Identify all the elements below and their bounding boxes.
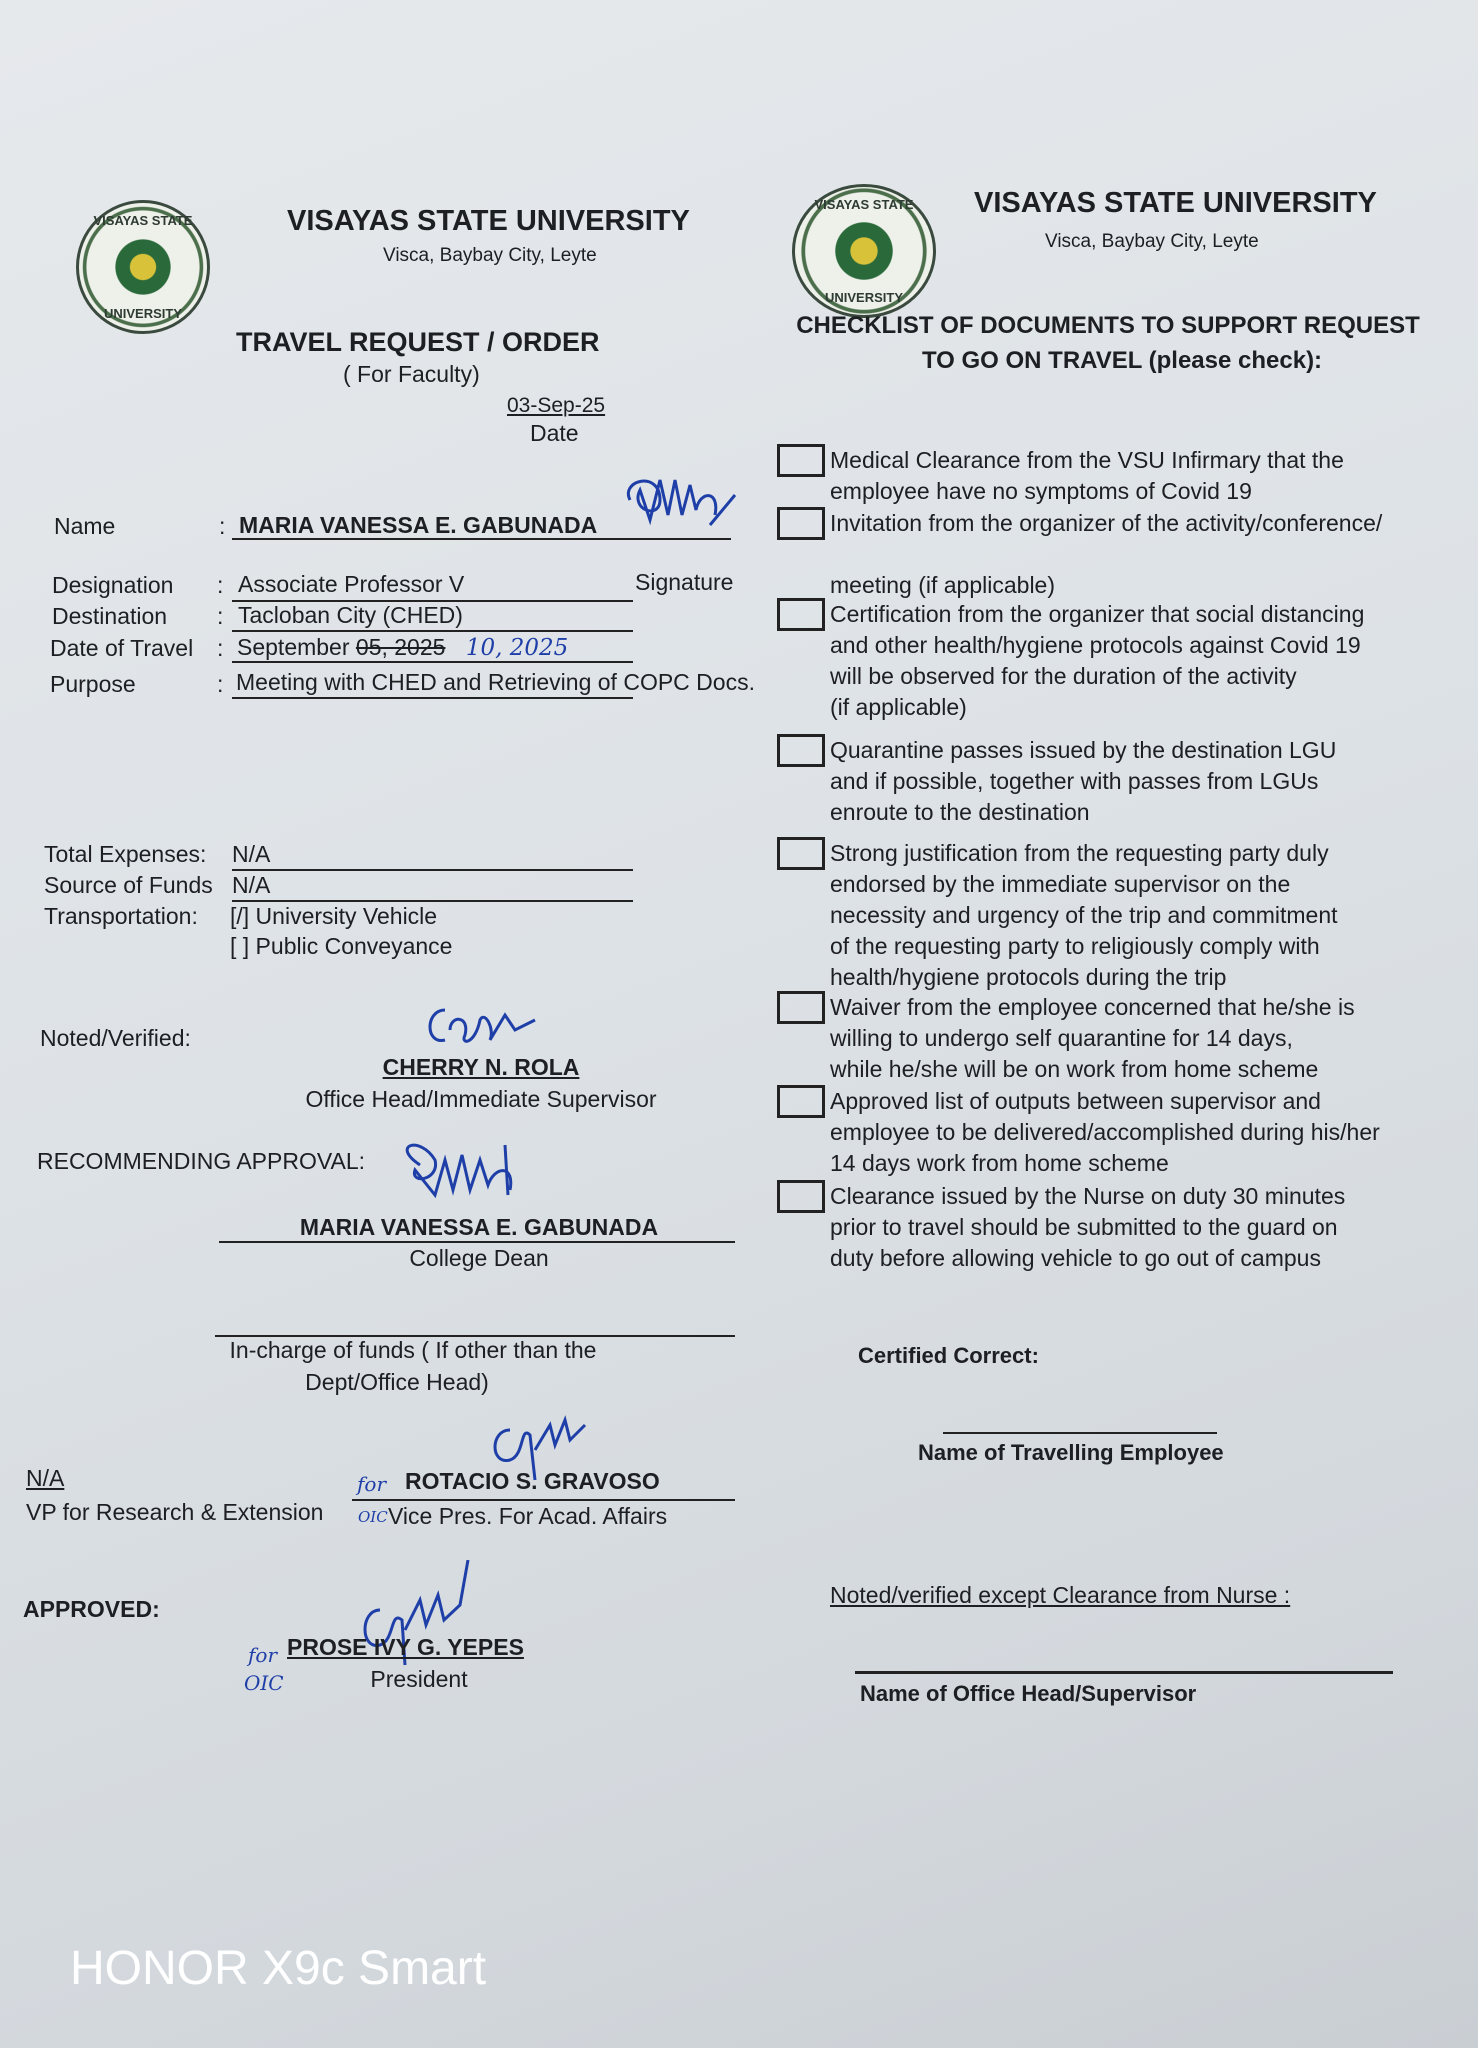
nurse-label: Noted/verified except Clearance from Nurse : xyxy=(830,1582,1291,1608)
checklist-item-text: of the requesting party to religiously comply with xyxy=(830,933,1320,959)
funds-label: Source of Funds xyxy=(44,872,213,898)
checklist-item-text: Medical Clearance from the VSU Infirmary that the xyxy=(830,447,1344,473)
checklist-checkbox[interactable] xyxy=(777,598,825,631)
checklist-item-text: while he/she will be on work from home scheme xyxy=(830,1056,1319,1082)
president-name: PROSE IVY G. YEPES xyxy=(287,1634,524,1660)
destination-value[interactable]: Tacloban City (CHED) xyxy=(238,602,463,628)
destination-label: Destination xyxy=(52,603,168,629)
form-title: TRAVEL REQUEST / ORDER xyxy=(236,327,600,357)
funds-value[interactable]: N/A xyxy=(232,872,271,898)
checklist-item-text: and other health/hygiene protocols against Covid 19 xyxy=(830,632,1361,658)
camera-watermark: HONOR X9c Smart xyxy=(70,1942,487,1995)
recommending-label: RECOMMENDING APPROVAL: xyxy=(37,1148,366,1174)
checklist-item-text: will be observed for the duration of the activity xyxy=(830,663,1297,689)
dean-title: College Dean xyxy=(409,1245,549,1271)
checklist-checkbox[interactable] xyxy=(777,444,825,477)
checklist-item-text: Waiver from the employee concerned that he/she is xyxy=(830,994,1355,1020)
vp-research-title: VP for Research & Extension xyxy=(26,1499,324,1525)
university-address: Visca, Baybay City, Leyte xyxy=(383,245,597,266)
colon: : xyxy=(217,572,224,598)
university-name: VISAYAS STATE UNIVERSITY xyxy=(287,205,690,237)
checklist-item-text: endorsed by the immediate supervisor on the xyxy=(830,871,1291,897)
handwritten-date: 10, 2025 xyxy=(465,635,569,661)
university-address-right: Visca, Baybay City, Leyte xyxy=(1045,231,1259,252)
checklist-item-text: prior to travel should be submitted to the guard on xyxy=(830,1214,1338,1240)
checklist-item-text: and if possible, together with passes from LGUs xyxy=(830,768,1319,794)
purpose-underline xyxy=(232,697,633,699)
vpaa-oic: OIC xyxy=(358,1508,388,1526)
checklist-item-text: Quarantine passes issued by the destination LGU xyxy=(830,737,1337,763)
supervisor-signature-line xyxy=(855,1671,1393,1674)
date-of-travel-label: Date of Travel xyxy=(50,635,194,661)
transport-university-vehicle[interactable]: [/] University Vehicle xyxy=(230,903,438,929)
checklist-item-text: willing to undergo self quarantine for 14 days, xyxy=(830,1025,1293,1051)
checklist-checkbox[interactable] xyxy=(777,991,825,1024)
purpose-label: Purpose xyxy=(50,671,136,697)
noted-label: Noted/Verified: xyxy=(40,1025,191,1051)
funds-underline xyxy=(232,900,633,902)
checklist-item-text: Clearance issued by the Nurse on duty 30 minutes xyxy=(830,1183,1346,1209)
designation-label: Designation xyxy=(52,572,174,598)
checklist-item-text: duty before allowing vehicle to go out of campus xyxy=(830,1245,1321,1271)
transport-label: Transportation: xyxy=(44,903,198,929)
vpaa-underline xyxy=(352,1499,735,1501)
checklist-checkbox[interactable] xyxy=(777,734,825,767)
vpaa-title: Vice Pres. For Acad. Affairs xyxy=(388,1503,668,1529)
checklist-checkbox[interactable] xyxy=(777,837,825,870)
vp-research-value: N/A xyxy=(26,1465,65,1491)
dean-underline xyxy=(219,1241,735,1243)
supervisor-label: Name of Office Head/Supervisor xyxy=(860,1681,1197,1706)
expenses-label: Total Expenses: xyxy=(44,841,207,867)
supervisor-signature xyxy=(420,1000,540,1050)
checklist-item-text: Invitation from the organizer of the activity/conference/ xyxy=(830,510,1383,536)
signature-label: Signature xyxy=(635,569,734,595)
name-value[interactable]: MARIA VANESSA E. GABUNADA xyxy=(239,512,598,538)
approved-label: APPROVED: xyxy=(23,1596,160,1622)
date-of-travel-value[interactable] xyxy=(237,636,568,660)
date-underline xyxy=(232,661,633,663)
checklist-item-text: employee to be delivered/accomplished during his/her xyxy=(830,1119,1380,1145)
checklist-item-text: Approved list of outputs between supervisor and xyxy=(830,1088,1321,1114)
funds-incharge-label-2: Dept/Office Head) xyxy=(305,1369,489,1395)
checklist-item-text: Strong justification from the requesting party duly xyxy=(830,840,1329,866)
name-label: Name xyxy=(54,513,116,539)
date-value: 03-Sep-25 xyxy=(507,394,606,417)
date-label: Date xyxy=(530,420,579,446)
dean-name: MARIA VANESSA E. GABUNADA xyxy=(299,1214,659,1240)
checklist-item-text: meeting (if applicable) xyxy=(830,572,1056,598)
checklist-heading-2: TO GO ON TRAVEL (please check): xyxy=(921,347,1323,374)
date-month: September xyxy=(237,634,350,660)
certified-label: Certified Correct: xyxy=(858,1343,1039,1368)
president-for: for xyxy=(248,1643,278,1667)
expenses-underline xyxy=(232,869,633,871)
employee-signature-line xyxy=(943,1432,1217,1434)
checklist-checkbox[interactable] xyxy=(777,1085,825,1118)
destination-underline xyxy=(232,630,633,632)
vpaa-for: for xyxy=(357,1472,387,1496)
vpaa-name: ROTACIO S. GRAVOSO xyxy=(405,1468,660,1494)
designation-value[interactable]: Associate Professor V xyxy=(238,571,465,597)
expenses-value[interactable]: N/A xyxy=(232,841,271,867)
funds-incharge-label: In-charge of funds ( If other than the xyxy=(229,1337,597,1363)
checklist-item-text: enroute to the destination xyxy=(830,799,1090,825)
applicant-signature xyxy=(620,470,740,550)
supervisor-name: CHERRY N. ROLA xyxy=(382,1054,580,1080)
purpose-value[interactable]: Meeting with CHED and Retrieving of COPC Docs. xyxy=(236,669,755,695)
struck-date: 05, 2025 xyxy=(355,634,446,660)
form-subtitle: ( For Faculty) xyxy=(343,361,480,387)
dean-signature xyxy=(390,1135,550,1215)
checklist-item-text: Certification from the organizer that social distancing xyxy=(830,601,1365,627)
supervisor-title: Office Head/Immediate Supervisor xyxy=(305,1086,657,1112)
university-name-right: VISAYAS STATE UNIVERSITY xyxy=(974,187,1377,219)
colon: : xyxy=(219,513,226,539)
checklist-item-text: 14 days work from home scheme xyxy=(830,1150,1169,1176)
checklist-checkbox[interactable] xyxy=(777,507,825,540)
checklist-item-text: employee have no symptoms of Covid 19 xyxy=(830,478,1252,504)
transport-public-conveyance[interactable]: [ ] Public Conveyance xyxy=(230,933,453,959)
university-seal-left: VISAYAS STATE UNIVERSITY xyxy=(76,200,210,334)
president-oic: OIC xyxy=(244,1671,284,1695)
checklist-heading: CHECKLIST OF DOCUMENTS TO SUPPORT REQUEST xyxy=(796,312,1420,339)
president-title: President xyxy=(370,1666,468,1692)
university-seal-right: VISAYAS STATE UNIVERSITY xyxy=(792,184,936,318)
colon: : xyxy=(217,635,224,661)
checklist-item-text: necessity and urgency of the trip and commitment xyxy=(830,902,1338,928)
checklist-checkbox[interactable] xyxy=(777,1180,825,1213)
checklist-item-text: health/hygiene protocols during the trip xyxy=(830,964,1227,990)
employee-label: Name of Travelling Employee xyxy=(918,1440,1224,1465)
colon: : xyxy=(217,603,224,629)
colon: : xyxy=(217,671,224,697)
checklist-item-text: (if applicable) xyxy=(830,694,967,720)
